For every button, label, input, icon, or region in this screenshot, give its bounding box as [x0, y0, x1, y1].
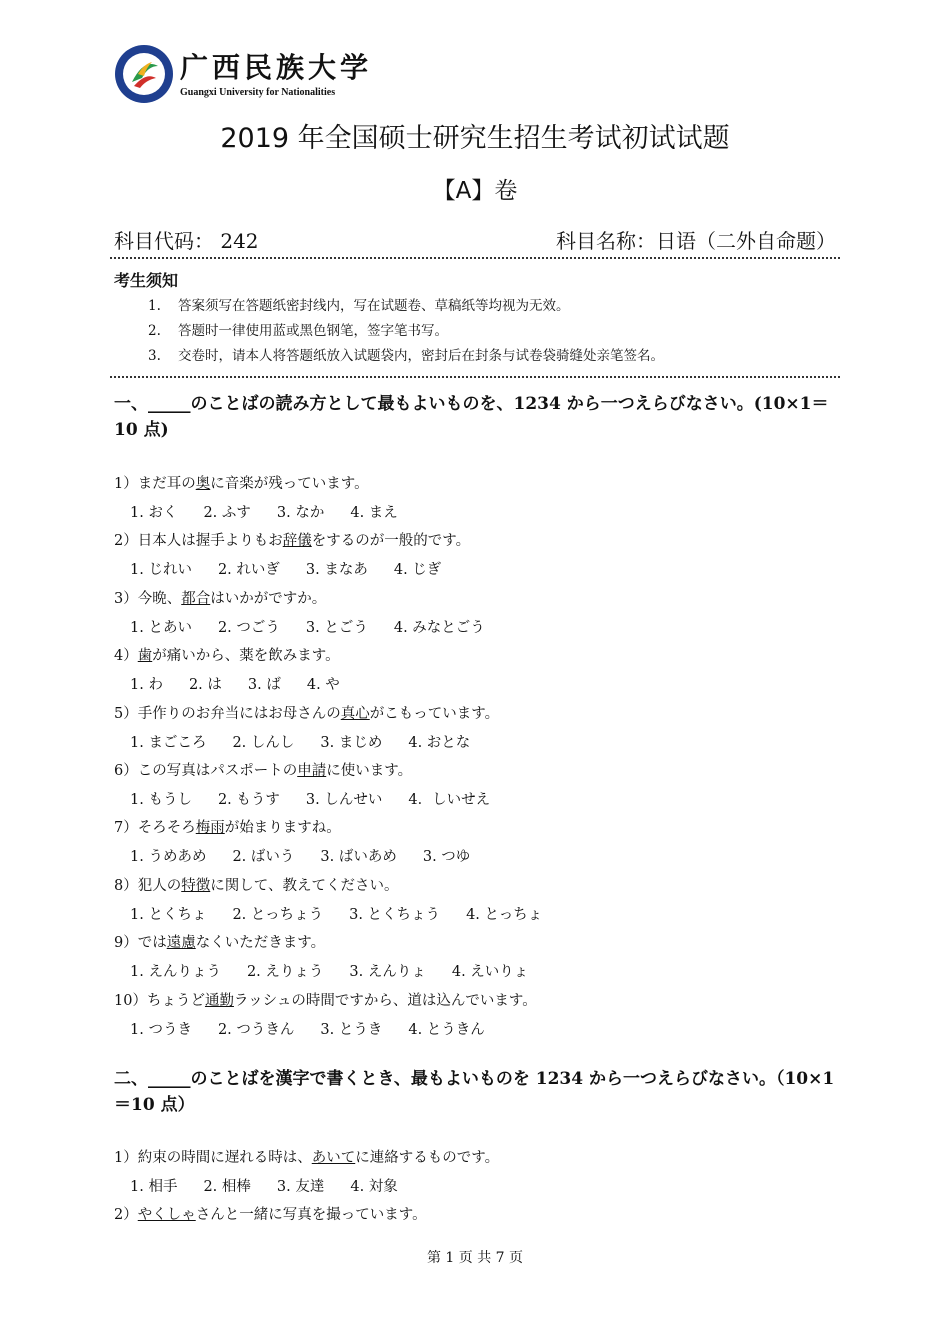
answer-options: [130, 845, 496, 866]
answer-option: 2. もうす: [217, 792, 280, 808]
subject-code: 科目代码： 242: [114, 229, 259, 253]
university-logo: [114, 44, 174, 104]
answer-option: 4. とっちょ: [466, 906, 543, 923]
section-1-heading: 一、_____のことばの読み方として最もよいものを、1234 から一つえらびなさい。(10×1＝10 点): [114, 394, 829, 440]
underlined-word: あいて: [311, 1150, 356, 1166]
question: 7）そろそろ梅雨が始まりますね。: [114, 820, 341, 837]
underlined-word: 真心: [340, 705, 370, 722]
question: 1）約束の時間に遅れる時は、あいてに連絡するものです。: [114, 1150, 500, 1166]
answer-option: 2. しんし: [232, 734, 295, 751]
answer-options: [130, 788, 516, 809]
answer-option: 2. えりょう: [246, 964, 324, 981]
answer-option: 1. まごころ: [130, 734, 207, 751]
answer-option: 2. つうきん: [217, 1021, 295, 1038]
paper-label: 【A】卷: [432, 178, 518, 204]
university-name-cn: 广西民族大学: [180, 51, 373, 84]
notice-item: 1. 答案须写在答题纸密封线内，写在试题卷、草稿纸等均视为无效。: [148, 298, 570, 314]
exam-title: 2019 年全国硕士研究生招生考试初试试题: [220, 123, 730, 154]
answer-options: [130, 616, 511, 637]
answer-option: 4. まえ: [350, 505, 398, 521]
answer-option: 2. 相棒: [203, 1179, 251, 1195]
answer-option: 1. とあい: [130, 619, 192, 636]
answer-options: [130, 673, 366, 694]
question: 4）歯が痛いから、薬を飲みます。: [114, 648, 340, 665]
answer-option: 3. とくちょう: [349, 906, 441, 923]
underlined-word: 辞儀: [282, 533, 312, 550]
answer-option: 4．しいせえ: [408, 792, 491, 808]
answer-option: 4. とうきん: [408, 1021, 485, 1038]
question: 1）まだ耳の奥に音楽が残っています。: [114, 476, 369, 492]
answer-options: [130, 501, 424, 522]
answer-option: 3. なか: [276, 505, 325, 521]
answer-option: 3. とうき: [320, 1021, 383, 1038]
underlined-word: 通勤: [204, 992, 234, 1009]
underlined-word: 歯: [137, 648, 153, 665]
answer-option: 3. とごう: [305, 619, 368, 636]
answer-option: 2. ふす: [203, 505, 251, 521]
answer-option: 1. うめあめ: [130, 849, 207, 866]
underlined-word: やくしゃ: [137, 1207, 196, 1224]
answer-option: 1. とくちょ: [130, 906, 207, 923]
answer-option: 4. みなとごう: [393, 619, 485, 636]
answer-option: 4. や: [306, 677, 340, 694]
university-name-en: Guangxi University for Nationalities: [180, 87, 336, 98]
answer-option: 3. 友達: [276, 1179, 325, 1195]
answer-option: 4. 対象: [350, 1179, 398, 1195]
answer-options: [130, 903, 568, 924]
answer-option: 3. ばいあめ: [320, 849, 397, 866]
subject-name: 科目名称：日语（二外自命题）: [556, 229, 836, 253]
answer-option: 1. わ: [130, 677, 163, 694]
answer-option: 4. じぎ: [393, 562, 442, 579]
question: 2）やくしゃさんと一緒に写真を撮っています。: [114, 1207, 427, 1224]
answer-option: 4. おとな: [408, 734, 471, 751]
answer-options: [130, 1175, 424, 1196]
answer-options: [130, 558, 467, 579]
answer-option: 3. えんりょ: [349, 964, 426, 981]
answer-option: 4. えいりょ: [451, 964, 529, 981]
underlined-word: 申請: [297, 763, 327, 779]
answer-option: 3. まじめ: [320, 734, 383, 751]
question: 8）犯人の特徴に関して、教えてください。: [114, 877, 399, 894]
answer-option: 2. ばいう: [232, 849, 295, 866]
answer-option: 1. 相手: [130, 1179, 178, 1195]
answer-option: 1. えんりょう: [130, 964, 221, 981]
answer-option: 1. もうし: [130, 792, 192, 808]
notice-heading: 考生须知: [114, 271, 179, 290]
question: 9）では遠慮なくいただきます。: [114, 935, 326, 952]
underlined-word: 特徴: [181, 877, 211, 894]
divider: [110, 376, 840, 378]
notice-item: 2. 答题时一律使用蓝或黑色钢笔，签字笔书写。: [148, 323, 448, 339]
answer-option: 1. じれい: [130, 562, 192, 579]
question: 5）手作りのお弁当にはお母さんの真心がこもっています。: [114, 705, 500, 722]
page-footer: 第 1 页 共 7 页: [426, 1250, 524, 1266]
question: 3）今晩、都合はいかがですか。: [114, 590, 327, 607]
question: 6）この写真はパスポートの申請に使います。: [114, 763, 413, 779]
answer-option: 2. れいぎ: [217, 562, 280, 579]
answer-option: 3. ば: [247, 677, 281, 694]
answer-options: [130, 1018, 511, 1039]
answer-option: 1. つうき: [130, 1021, 192, 1038]
question: 10）ちょうど通勤ラッシュの時間ですから、道は込んでいます。: [114, 992, 537, 1009]
answer-options: [130, 960, 554, 981]
answer-option: 3. まなあ: [305, 562, 368, 579]
answer-option: 3. しんせい: [305, 792, 383, 808]
answer-option: 3. つゆ: [422, 849, 471, 866]
underlined-word: 奥: [195, 476, 211, 492]
underlined-word: 梅雨: [195, 820, 225, 837]
answer-options: [130, 731, 496, 752]
notice-item: 3. 交卷时，请本人将答题纸放入试题袋内，密封后在封条与试卷袋骑缝处亲笔签名。: [148, 348, 664, 364]
answer-option: 1. おく: [130, 505, 178, 521]
question: 2）日本人は握手よりもお辞儀をするのが一般的です。: [114, 533, 471, 550]
underlined-word: 都合: [181, 590, 211, 607]
underlined-word: 遠慮: [166, 935, 196, 952]
answer-option: 2. つごう: [217, 619, 280, 636]
divider: [110, 257, 840, 259]
answer-option: 2. は: [188, 677, 222, 694]
answer-option: 2. とっちょう: [232, 906, 324, 923]
section-2-heading: 二、_____のことばを漢字で書くとき、最もよいものを 1234 から一つえらびなさい。（10×1＝10 点）: [114, 1069, 835, 1115]
